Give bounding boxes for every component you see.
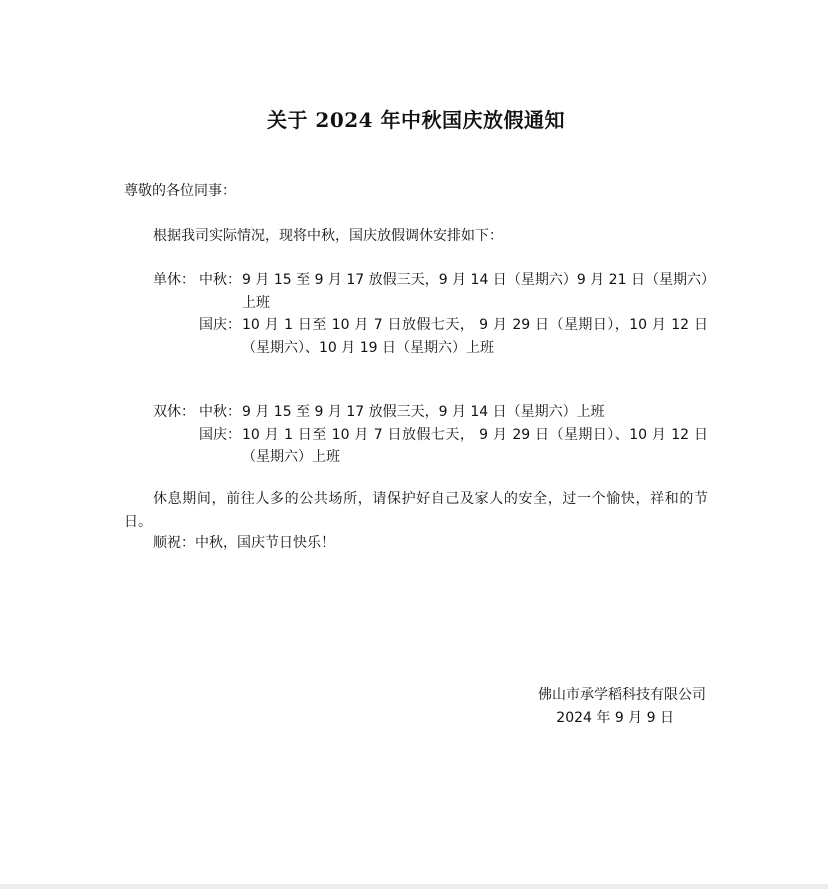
- mid-autumn-label: 中秋：: [199, 404, 241, 420]
- signature-date: 2024 年 9 月 9 日: [556, 710, 674, 726]
- intro-paragraph: 根据我司实际情况，现将中秋，国庆放假调休安排如下：: [153, 228, 503, 244]
- national-day-label: 国庆：: [199, 426, 241, 443]
- double-rest-national-day-text: 10 月 1 日至 10 月 7 日放假七天， 9 月 29 日（星期日）、10 月 12 日（星期六）上班: [242, 426, 708, 465]
- notice-title: 关于 2024 年中秋国庆放假通知: [266, 108, 566, 132]
- spacer: [153, 314, 199, 359]
- single-rest-national-day-row: [153, 314, 713, 359]
- company-signature: 佛山市承学稻科技有限公司: [538, 687, 706, 703]
- page-bottom-edge: [0, 884, 828, 889]
- double-rest-schedule: [153, 401, 713, 469]
- single-rest-mid-autumn-text: 9 月 15 至 9 月 17 放假三天，9 月 14 日（星期六）9 月 21 日（星期六）上班: [242, 272, 708, 311]
- salutation: 尊敬的各位同事：: [124, 183, 236, 199]
- single-rest-mid-autumn-row: [153, 269, 713, 314]
- single-rest-schedule: [153, 269, 713, 359]
- safety-reminder-paragraph: 休息期间，前往人多的公共场所，请保护好自己及家人的安全，过一个愉快，祥和的节日。: [124, 491, 708, 530]
- double-rest-label: 双休：: [153, 404, 195, 420]
- double-rest-mid-autumn-row: [153, 401, 713, 424]
- double-rest-mid-autumn-text: 9 月 15 至 9 月 17 放假三天，9 月 14 日（星期六）上班: [242, 404, 605, 420]
- single-rest-national-day-text: 10 月 1 日至 10 月 7 日放假七天， 9 月 29 日（星期日），10 月 12 日（星期六）、10 月 19 日（星期六）上班: [242, 317, 708, 356]
- double-rest-national-day-row: [153, 424, 713, 469]
- holiday-greeting: 顺祝：中秋，国庆节日快乐！: [153, 535, 335, 551]
- mid-autumn-label: 中秋：: [199, 272, 241, 288]
- national-day-label: 国庆：: [199, 317, 241, 333]
- spacer: [153, 424, 199, 469]
- single-rest-label: 单休：: [153, 272, 195, 288]
